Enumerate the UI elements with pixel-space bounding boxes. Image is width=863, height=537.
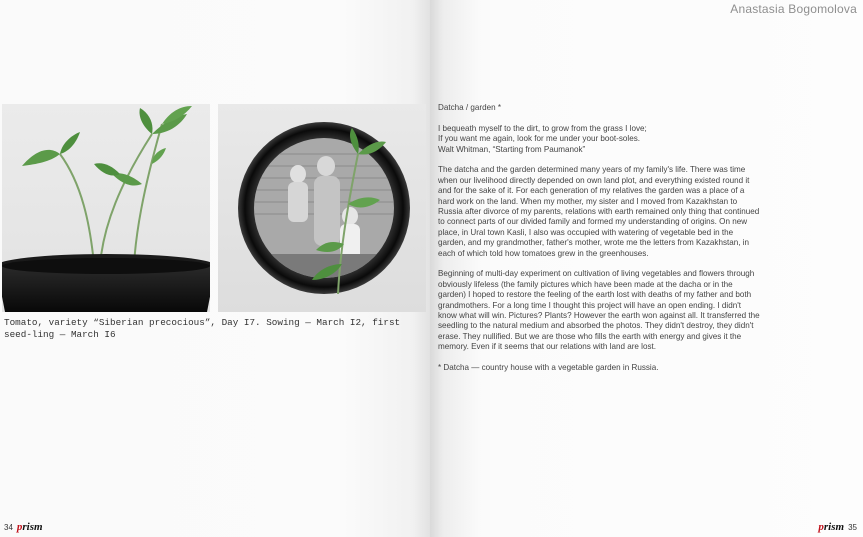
prism-logo: prism (818, 521, 845, 533)
prism-logo: prism (16, 521, 43, 533)
left-page-footer (4, 521, 43, 533)
epigraph-line: I bequeath myself to the dirt, to grow from the grass I love; (438, 123, 647, 133)
article-title: Datcha / garden * (438, 103, 501, 112)
article-body (438, 103, 760, 384)
right-page-footer (818, 521, 857, 533)
footnote: * Datcha — country house with a vegetable garden in Russia. (438, 363, 659, 373)
family-photo-in-lid (218, 104, 426, 312)
tin-lid-image (218, 104, 426, 312)
page-number-right: 35 (848, 522, 857, 532)
page-number-left: 34 (4, 522, 13, 532)
left-page (0, 0, 430, 537)
photo-caption: Tomato, variety “Siberian precocious”, Day I7. Sowing — March I2, first seed-ling — March I6 (4, 317, 401, 340)
epigraph-attribution: Walt Whitman, “Starting from Paumanok” (438, 144, 586, 154)
article-paragraph: The datcha and the garden determined many years of my family's life. There was time when our livelihood directly depended on own land plot, and everything existed round it and for the sake of it. For each generation of my relatives the garden was a place of a hard work on the land. When my mother, my sister and I moved from Kazakhstan to Russia after divorce of my parents, relations with earth remained only thing that continued to connect parts of our divided family and formed my understanding of origins. On new place, in Ural town Kasli, I also was occupied with watering of vegetable bed in the garden, and my grandmother, father's mother, wrote me the letters from Kazakhstan, in each of which told how tomatoes grew in the greenhouses. (438, 165, 760, 258)
epigraph (438, 124, 760, 155)
epigraph-line: If you want me again, look for me under your boot-soles. (438, 134, 640, 144)
seedling-pot-image (2, 104, 210, 312)
author-name: Anastasia Bogomolova (730, 2, 857, 16)
article-paragraph: Beginning of multi-day experiment on cultivation of living vegetables and flowers through obviously lifeless (the family pictures which have been made at the dacha or in the garden) I hoped to restore the feeling of the earth lost with deaths of my father and both grandmothers. For a long time I thought this project will have an open ending. I didn't know what will win. Pictures? Plants? However the earth won against all. It transferred the seedling to the natural medium and absorbed the photos. They didn't destroy, they didn't erase. They nullified. But we are those who fills the earth with energy and gives it the memory. Even if it seems that our relations with land are lost. (438, 269, 760, 352)
tomato-seedling-photo (2, 104, 210, 312)
